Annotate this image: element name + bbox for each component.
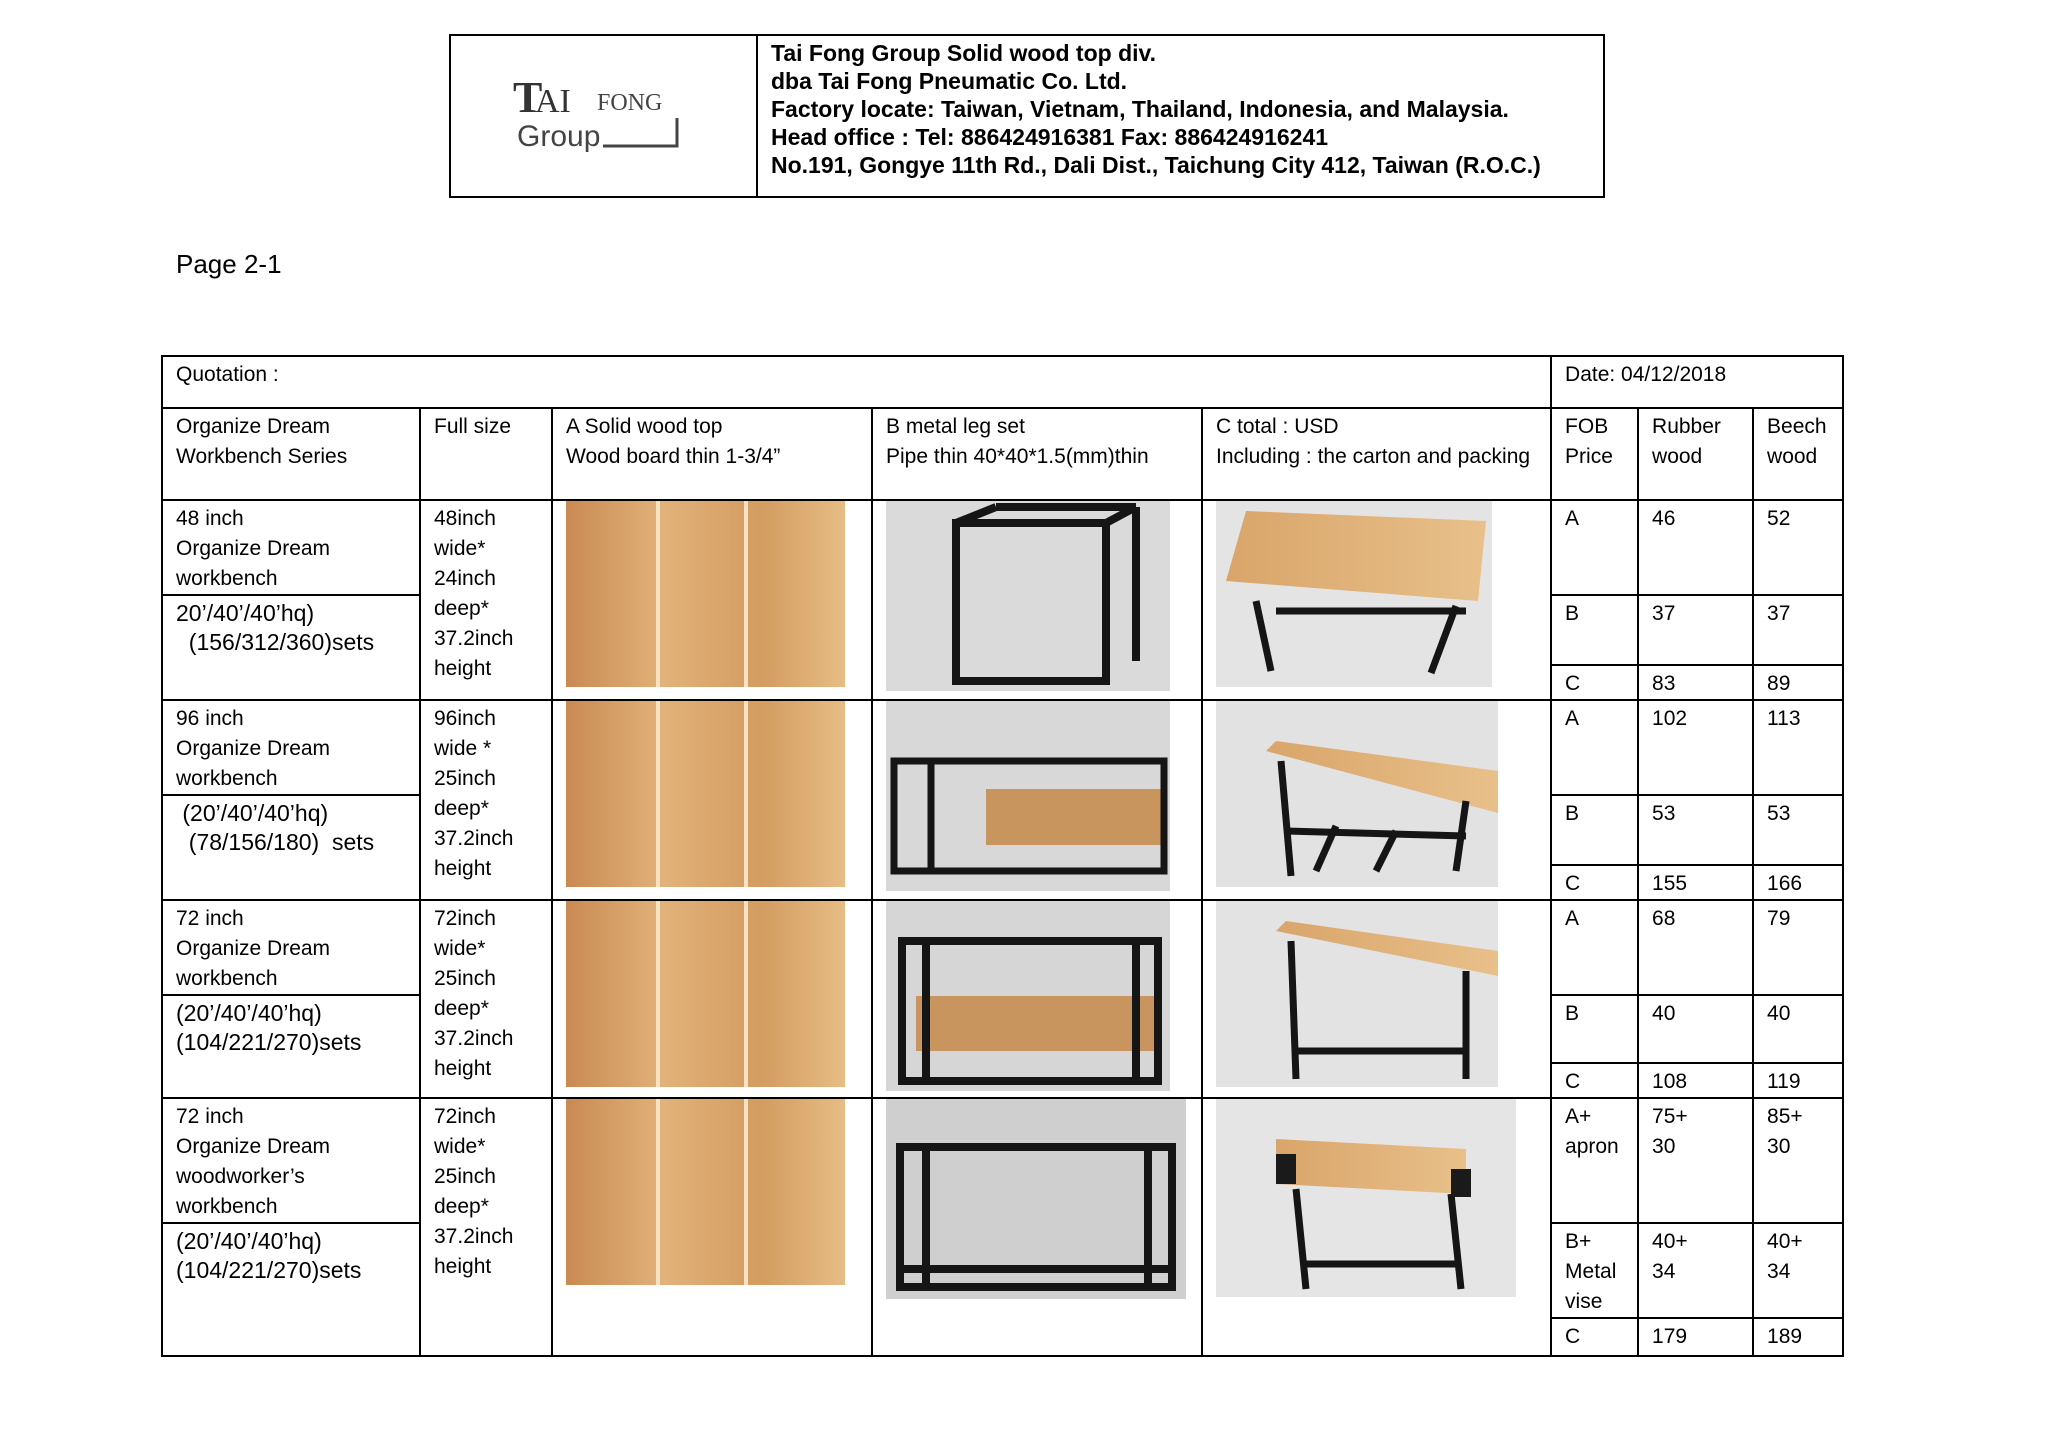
product-size: 48inch wide* 24inch deep* 37.2inch height xyxy=(420,500,552,700)
assembled-bench-photo xyxy=(1202,1098,1551,1356)
wood-top-photo xyxy=(552,700,872,900)
assembled-bench-photo xyxy=(1202,500,1551,700)
address-line: No.191, Gongye 11th Rd., Dali Dist., Taichung City 412, Taiwan (R.O.C.) xyxy=(771,152,1541,178)
page-label: Page 2-1 xyxy=(176,249,282,279)
company-logo xyxy=(451,36,758,196)
price-rubber: 75+ 30 xyxy=(1638,1098,1753,1223)
tai-fong-logo-icon xyxy=(513,74,695,154)
quotation-date: Date: 04/12/2018 xyxy=(1551,356,1843,408)
product-size: 72inch wide* 25inch deep* 37.2inch height xyxy=(420,1098,552,1356)
quotation-label: Quotation : xyxy=(162,356,1551,408)
product-size: 96inch wide * 25inch deep* 37.2inch height xyxy=(420,700,552,900)
metal-leg-photo xyxy=(872,900,1202,1098)
header-a: A Solid wood top Wood board thin 1-3/4” xyxy=(552,408,872,500)
product-name: 72 inch Organize Dream woodworker’s workbench xyxy=(162,1098,420,1223)
price-beech: 53 xyxy=(1753,795,1843,865)
price-grade: C xyxy=(1551,665,1638,700)
price-beech: 85+ 30 xyxy=(1753,1098,1843,1223)
svg-text:Group: Group xyxy=(517,120,601,153)
product-name: 96 inch Organize Dream workbench xyxy=(162,700,420,795)
price-rubber: 46 xyxy=(1638,500,1753,595)
product-sets: (20’/40’/40’hq) (104/221/270)sets xyxy=(162,1223,420,1356)
product-name: 72 inch Organize Dream workbench xyxy=(162,900,420,995)
price-rubber: 155 xyxy=(1638,865,1753,900)
metal-leg-photo xyxy=(872,700,1202,900)
price-grade: B xyxy=(1551,995,1638,1063)
product-name: 48 inch Organize Dream workbench xyxy=(162,500,420,595)
price-beech: 166 xyxy=(1753,865,1843,900)
product-sets: (20’/40’/40’hq) (104/221/270)sets xyxy=(162,995,420,1098)
assembled-bench-photo xyxy=(1202,900,1551,1098)
price-grade: A+ apron xyxy=(1551,1098,1638,1223)
price-beech: 37 xyxy=(1753,595,1843,665)
price-rubber: 102 xyxy=(1638,700,1753,795)
price-rubber: 53 xyxy=(1638,795,1753,865)
price-grade: C xyxy=(1551,1318,1638,1356)
price-beech: 113 xyxy=(1753,700,1843,795)
wood-top-photo xyxy=(552,900,872,1098)
price-grade: A xyxy=(1551,500,1638,595)
price-beech: 89 xyxy=(1753,665,1843,700)
company-name-line: Tai Fong Group Solid wood top div. xyxy=(771,40,1156,66)
price-grade: A xyxy=(1551,700,1638,795)
factory-line: Factory locate: Taiwan, Vietnam, Thailand, Indonesia, and Malaysia. xyxy=(771,96,1509,122)
header-rubber: Rubber wood xyxy=(1638,408,1753,500)
price-beech: 40+ 34 xyxy=(1753,1223,1843,1318)
svg-text:FONG: FONG xyxy=(597,90,663,116)
price-rubber: 179 xyxy=(1638,1318,1753,1356)
dba-line: dba Tai Fong Pneumatic Co. Ltd. xyxy=(771,68,1128,94)
price-grade: B xyxy=(1551,795,1638,865)
header-beech: Beech wood xyxy=(1753,408,1843,500)
price-rubber: 108 xyxy=(1638,1063,1753,1098)
price-grade: C xyxy=(1551,865,1638,900)
wood-top-photo xyxy=(552,1098,872,1356)
price-rubber: 68 xyxy=(1638,900,1753,995)
price-grade: B+ Metal vise xyxy=(1551,1223,1638,1318)
product-sets: (20’/40’/40’hq) (78/156/180) sets xyxy=(162,795,420,900)
price-rubber: 40 xyxy=(1638,995,1753,1063)
header-fob: FOB Price xyxy=(1551,408,1638,500)
svg-text:T: T xyxy=(513,74,543,122)
price-beech: 119 xyxy=(1753,1063,1843,1098)
company-info xyxy=(758,36,1603,196)
product-sets: 20’/40’/40’hq) (156/312/360)sets xyxy=(162,595,420,700)
contact-line: Head office : Tel: 886424916381 Fax: 886424916241 xyxy=(771,124,1329,150)
svg-text:AI: AI xyxy=(535,83,571,120)
price-beech: 189 xyxy=(1753,1318,1843,1356)
price-rubber: 40+ 34 xyxy=(1638,1223,1753,1318)
header-b: B metal leg set Pipe thin 40*40*1.5(mm)thin xyxy=(872,408,1202,500)
product-size: 72inch wide* 25inch deep* 37.2inch height xyxy=(420,900,552,1098)
price-grade: B xyxy=(1551,595,1638,665)
price-grade: A xyxy=(1551,900,1638,995)
assembled-bench-photo xyxy=(1202,700,1551,900)
header-series: Organize Dream Workbench Series xyxy=(162,408,420,500)
metal-leg-photo xyxy=(872,500,1202,700)
price-beech: 40 xyxy=(1753,995,1843,1063)
price-rubber: 37 xyxy=(1638,595,1753,665)
price-grade: C xyxy=(1551,1063,1638,1098)
header-c: C total : USD Including : the carton and packing xyxy=(1202,408,1551,500)
price-rubber: 83 xyxy=(1638,665,1753,700)
company-header xyxy=(449,34,1605,198)
price-beech: 52 xyxy=(1753,500,1843,595)
metal-leg-photo xyxy=(872,1098,1202,1356)
wood-top-photo xyxy=(552,500,872,700)
quotation-table xyxy=(161,355,1844,1357)
price-beech: 79 xyxy=(1753,900,1843,995)
header-size: Full size xyxy=(420,408,552,500)
